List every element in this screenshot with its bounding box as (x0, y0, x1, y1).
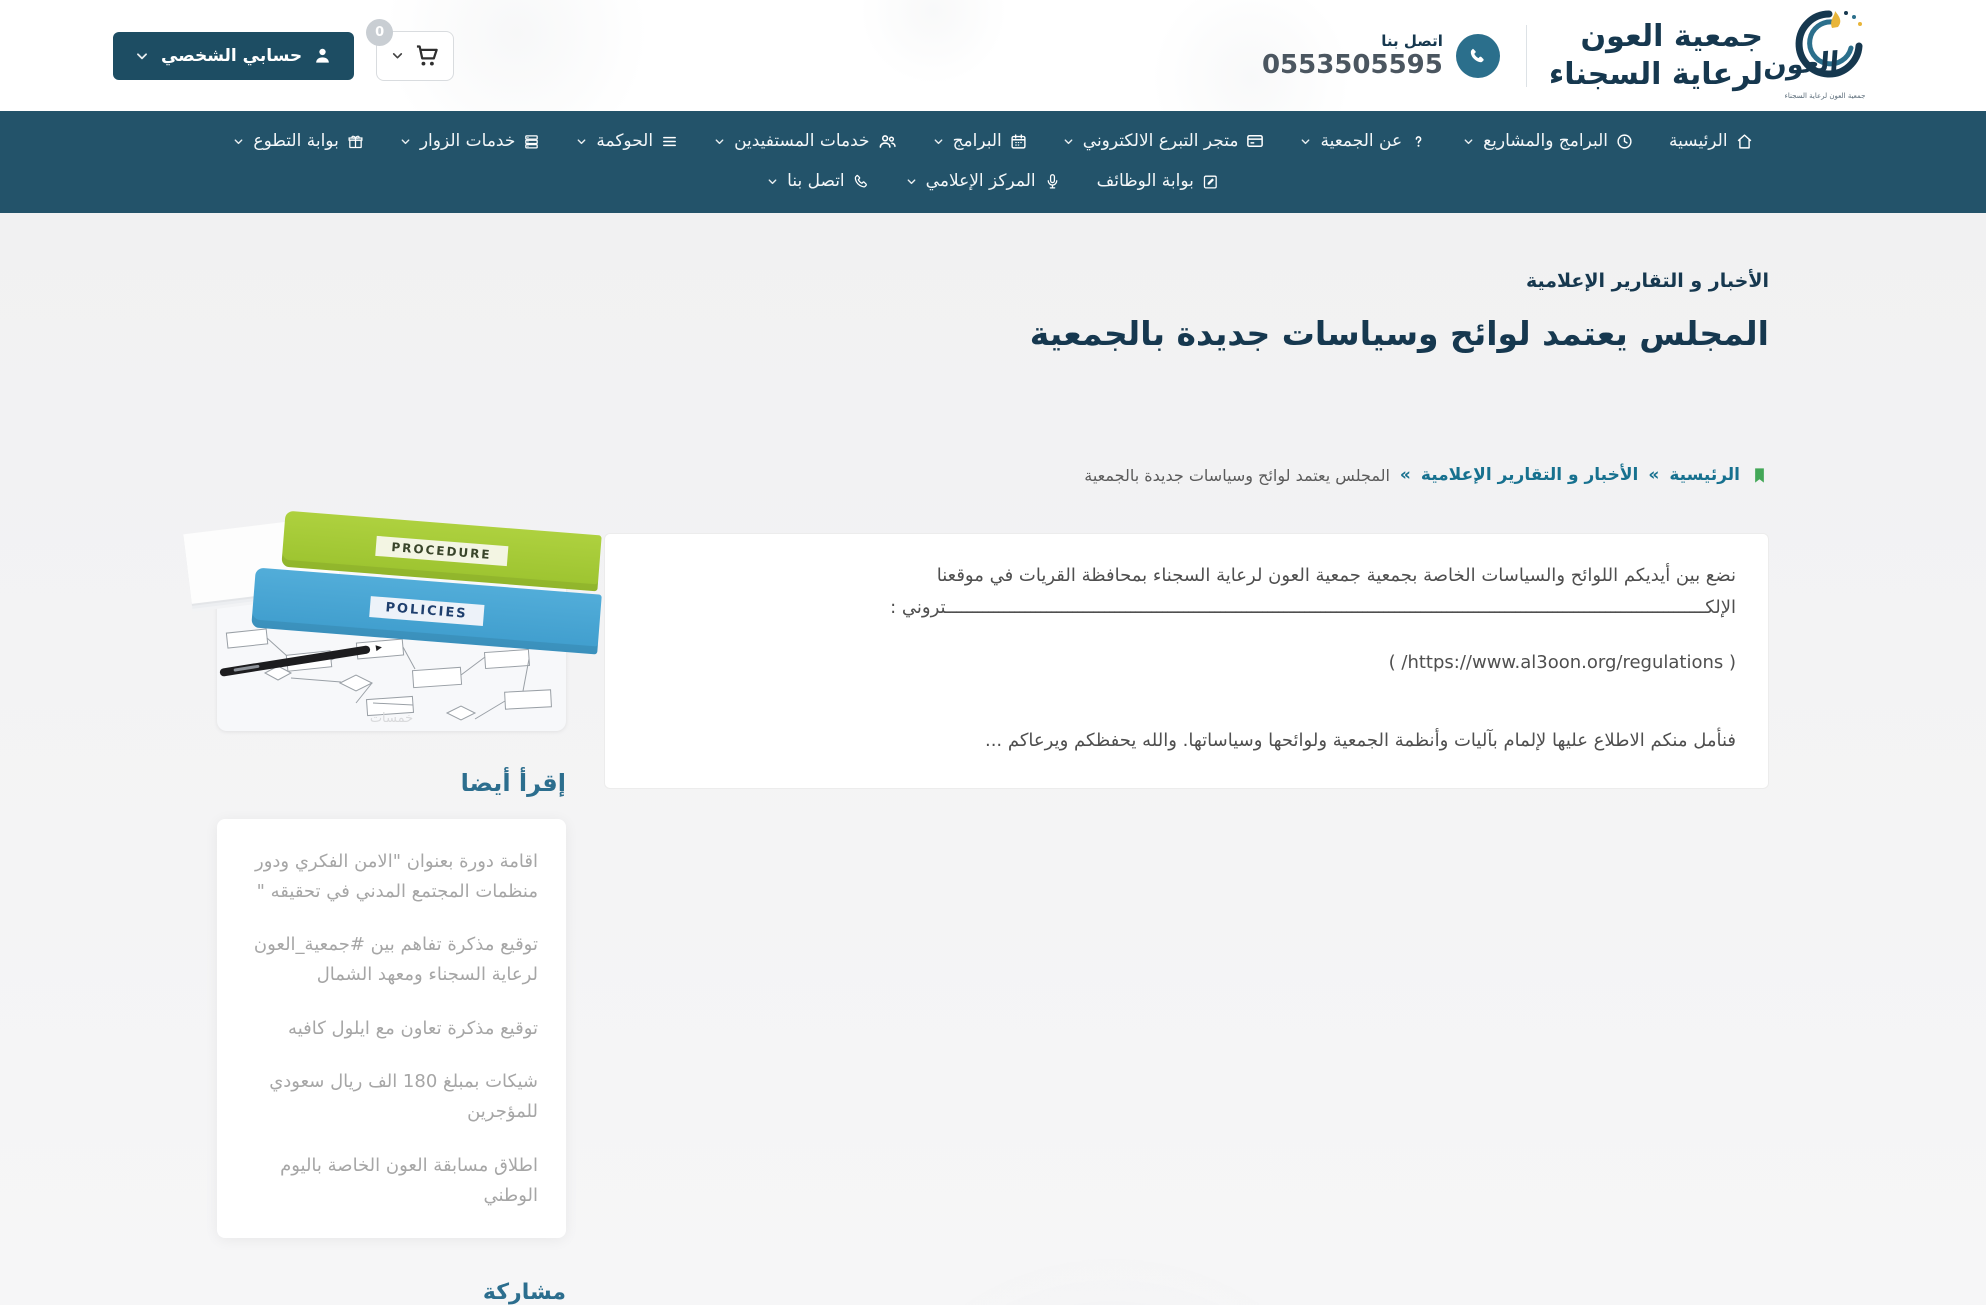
breadcrumb-separator: » (1399, 465, 1411, 485)
nav-item-jobs-portal[interactable]: بوابة الوظائف (1097, 171, 1219, 191)
chevron-down-icon (933, 136, 944, 147)
nav-item-programs-projects[interactable]: البرامج والمشاريع (1463, 131, 1633, 151)
chevron-down-icon (1300, 136, 1311, 147)
read-also-item[interactable]: توقيع مذكرة تفاهم بين #جمعية_العون لرعاية السجناء ومعهد الشمال (253, 934, 538, 986)
nav-item-media-center[interactable]: المركز الإعلامي (906, 171, 1061, 191)
breadcrumb-current: المجلس يعتمد لوائح وسياسات جديدة بالجمعية (1084, 465, 1390, 485)
chevron-down-icon (391, 49, 404, 62)
edit-square-icon (1202, 173, 1219, 190)
breadcrumb-separator: » (1648, 465, 1660, 485)
main-navigation (0, 111, 1986, 213)
nav-item-programs[interactable]: البرامج (933, 131, 1027, 151)
sidebar (217, 533, 566, 1305)
chevron-down-icon (576, 136, 587, 147)
calendar-icon (1010, 133, 1027, 150)
logo-caption: جمعية العون لرعاية السجناء (1784, 91, 1866, 100)
page-header-section (0, 213, 1986, 1305)
cart-icon (413, 42, 440, 69)
chevron-down-icon (135, 49, 149, 63)
chevron-down-icon (906, 176, 917, 187)
read-also-item[interactable]: اطلاق مسابقة العون الخاصة باليوم الوطني (280, 1154, 538, 1206)
users-icon (878, 132, 897, 151)
page-category: الأخبار و التقارير الإعلامية (1525, 270, 1769, 292)
chevron-down-icon (400, 136, 411, 147)
microphone-icon (1044, 173, 1061, 190)
read-also-list (217, 819, 566, 1238)
breadcrumb-home-link[interactable]: الرئيسية (1669, 465, 1740, 485)
menu-bars-icon (661, 133, 678, 150)
article-intro-text: نضع بين أيديكم اللوائح والسياسات الخاصة بجمعية جمعية العون لرعاية السجناء بمحافظة القريات في موقعنا الإلكــــــــــــــــــــــــــــــــــــــــــــــــــــــــــــــــــــــــــــــــــــــــــــــــــــــــــــــــــــــــــــــــــــــــــــــــتروني : (890, 565, 1736, 618)
article-content-card (604, 533, 1769, 789)
breadcrumb-section-link[interactable]: الأخبار و التقارير الإعلامية (1420, 465, 1639, 485)
article-url-line (637, 647, 1736, 679)
question-mark-icon (1410, 133, 1427, 150)
cart-button[interactable] (375, 24, 454, 81)
read-also-item[interactable]: توقيع مذكرة تعاون مع ايلول كافيه (288, 1017, 538, 1039)
clock-icon (1616, 133, 1633, 150)
site-logo[interactable] (1549, 6, 1873, 106)
policies-label: POLICIES (369, 596, 485, 626)
nav-item-beneficiary-services[interactable]: خدمات المستفيدين (714, 131, 896, 151)
user-icon (313, 46, 332, 65)
header-contact (1262, 32, 1500, 80)
credit-card-icon (1246, 132, 1264, 150)
image-watermark: خمسات (369, 711, 414, 726)
article-closing-text: فنأمل منكم الاطلاع عليها لإلمام بآليات وأنظمة الجمعية ولوائحها وسياساتها. والله يحفظكم ويرعاكم ... (984, 729, 1736, 751)
contact-label: اتصل بنا (1381, 31, 1443, 50)
account-button[interactable] (113, 32, 354, 80)
procedure-label: PROCEDURE (375, 536, 509, 566)
chevron-down-icon (767, 176, 778, 187)
chevron-down-icon (714, 136, 725, 147)
cart-count-badge: 0 (366, 19, 393, 46)
site-header (0, 0, 1986, 111)
chevron-down-icon (1063, 136, 1074, 147)
article-image (217, 533, 566, 731)
page-title: المجلس يعتمد لوائح وسياسات جديدة بالجمعية (1029, 314, 1769, 353)
read-also-title: إقرأ أيضا (460, 769, 566, 797)
nav-item-volunteer-portal[interactable]: بوابة التطوع (233, 131, 363, 151)
share-title: مشاركة (482, 1280, 566, 1305)
phone-icon (853, 173, 870, 190)
logo-title: جمعية العون لرعاية السجناء (1548, 19, 1763, 92)
nav-item-home[interactable]: الرئيسية (1669, 131, 1753, 151)
logo-emblem-icon (1763, 6, 1873, 106)
account-button-label: حسابي الشخصي (161, 45, 303, 66)
gift-icon (347, 133, 364, 150)
breadcrumb (217, 465, 1769, 485)
bookmark-icon (1750, 466, 1769, 485)
nav-item-visitor-services[interactable]: خدمات الزوار (400, 131, 541, 151)
logo-calligraphy: العون (1763, 45, 1841, 83)
contact-phone-number: 0553505595 (1261, 49, 1443, 80)
phone-icon (1456, 34, 1500, 78)
nav-item-contact[interactable]: اتصل بنا (767, 171, 870, 191)
nav-item-governance[interactable]: الحوكمة (576, 131, 678, 151)
chevron-down-icon (233, 136, 244, 147)
header-divider (1526, 25, 1527, 87)
nav-item-about[interactable]: عن الجمعية (1300, 131, 1427, 151)
read-also-item[interactable]: اقامة دورة بعنوان "الامن الفكري ودور منظمات المجتمع المدني في تحقيقه " (255, 851, 538, 902)
regulations-url[interactable]: ( /https://www.al3oon.org/regulations ) (1388, 652, 1736, 673)
nav-item-donation-store[interactable]: متجر التبرع الالكتروني (1063, 131, 1265, 151)
list-server-icon (523, 133, 540, 150)
read-also-item[interactable]: شيكات بمبلغ 180 الف ريال سعودي للمؤجرين (269, 1071, 538, 1123)
chevron-down-icon (1463, 136, 1474, 147)
home-icon (1736, 133, 1753, 150)
